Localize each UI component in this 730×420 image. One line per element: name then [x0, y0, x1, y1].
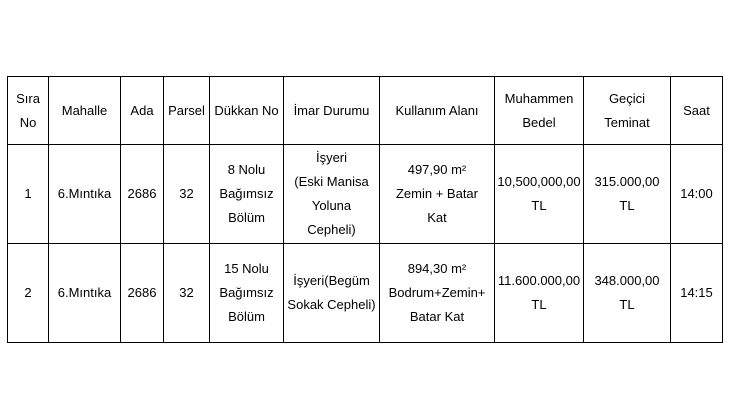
cell-text: 2	[24, 285, 32, 300]
cell-text: 32	[179, 285, 194, 300]
cell-kullanim-alani	[380, 244, 495, 343]
cell-text: 11.600.000,00	[497, 273, 581, 288]
header-text: Mahalle	[61, 102, 108, 118]
header-text: No	[19, 114, 37, 130]
header-text: Sıra	[16, 90, 40, 106]
cell-text: Kat	[427, 210, 447, 225]
cell-text: 14:15	[680, 285, 713, 300]
cell-text: 2686	[127, 186, 157, 201]
header-muhammen-bedel	[495, 77, 584, 145]
cell-mahalle	[49, 145, 121, 244]
cell-text: 6.Mıntıka	[57, 186, 112, 201]
cell-imar-durumu	[284, 145, 380, 244]
cell-text: 32	[179, 186, 194, 201]
cell-text: Bağımsız	[219, 285, 274, 300]
cell-kullanim-alani	[380, 145, 495, 244]
cell-text: 14:00	[680, 186, 713, 201]
cell-text: (Eski Manisa	[294, 174, 369, 189]
cell-saat	[671, 244, 723, 343]
cell-parsel	[164, 244, 210, 343]
cell-dukkan-no	[210, 244, 284, 343]
cell-mahalle	[49, 244, 121, 343]
header-text: Kullanım Alanı	[395, 102, 479, 118]
cell-text: 1	[24, 186, 32, 201]
cell-ada	[121, 244, 164, 343]
cell-sira-no	[8, 244, 49, 343]
cell-sira-no	[8, 145, 49, 244]
table-header	[8, 77, 723, 145]
header-mahalle	[49, 77, 121, 145]
header-imar-durumu	[284, 77, 380, 145]
cell-muhammen-bedel	[495, 145, 584, 244]
header-text: Parsel	[168, 102, 205, 118]
header-dukkan-no	[210, 77, 284, 145]
header-parsel	[164, 77, 210, 145]
header-text: Dükkan No	[214, 102, 279, 118]
cell-text: Bağımsız	[219, 186, 274, 201]
cell-gecici-teminat	[584, 145, 671, 244]
cell-text: 315.000,00	[594, 174, 660, 189]
table-body	[8, 145, 723, 343]
header-text: Geçici	[608, 90, 646, 106]
cell-text: 15 Nolu	[224, 261, 269, 276]
cell-text: TL	[531, 297, 547, 312]
cell-parsel	[164, 145, 210, 244]
auction-table-container	[7, 76, 723, 343]
cell-text: Batar Kat	[409, 309, 465, 324]
cell-text: 497,90 m²	[407, 162, 467, 177]
header-text: Muhammen	[504, 90, 574, 106]
cell-text: 2686	[127, 285, 157, 300]
cell-text: İşyeri	[315, 150, 348, 165]
cell-text: TL	[619, 198, 635, 213]
table-row	[8, 145, 723, 244]
header-saat	[671, 77, 723, 145]
header-sira-no	[8, 77, 49, 145]
header-row	[8, 77, 723, 145]
cell-text: Zemin + Batar	[395, 186, 478, 201]
cell-text: 8 Nolu	[227, 162, 266, 177]
header-text: Bedel	[522, 114, 556, 130]
cell-text: 348.000,00	[594, 273, 660, 288]
header-gecici-teminat	[584, 77, 671, 145]
cell-muhammen-bedel	[495, 244, 584, 343]
header-text: Saat	[683, 102, 710, 118]
cell-text: TL	[531, 198, 547, 213]
cell-gecici-teminat	[584, 244, 671, 343]
cell-ada	[121, 145, 164, 244]
cell-text: Bodrum+Zemin+	[388, 285, 486, 300]
header-text: Teminat	[604, 114, 650, 130]
header-text: İmar Durumu	[293, 102, 370, 118]
cell-imar-durumu	[284, 244, 380, 343]
header-text: Ada	[130, 102, 154, 118]
cell-text: İşyeri(Begüm	[293, 273, 370, 288]
cell-dukkan-no	[210, 145, 284, 244]
cell-text: 894,30 m²	[407, 261, 467, 276]
cell-text: TL	[619, 297, 635, 312]
cell-text: Sokak Cepheli)	[287, 297, 376, 312]
cell-text: 6.Mıntıka	[57, 285, 112, 300]
header-kullanim-alani	[380, 77, 495, 145]
header-ada	[121, 77, 164, 145]
cell-text: Bölüm	[228, 309, 265, 324]
auction-table	[7, 76, 723, 343]
cell-text: Bölüm	[228, 210, 265, 225]
table-row	[8, 244, 723, 343]
cell-text: Yoluna Cepheli)	[307, 198, 356, 237]
cell-text: 10,500,000,00	[497, 174, 581, 189]
cell-saat	[671, 145, 723, 244]
